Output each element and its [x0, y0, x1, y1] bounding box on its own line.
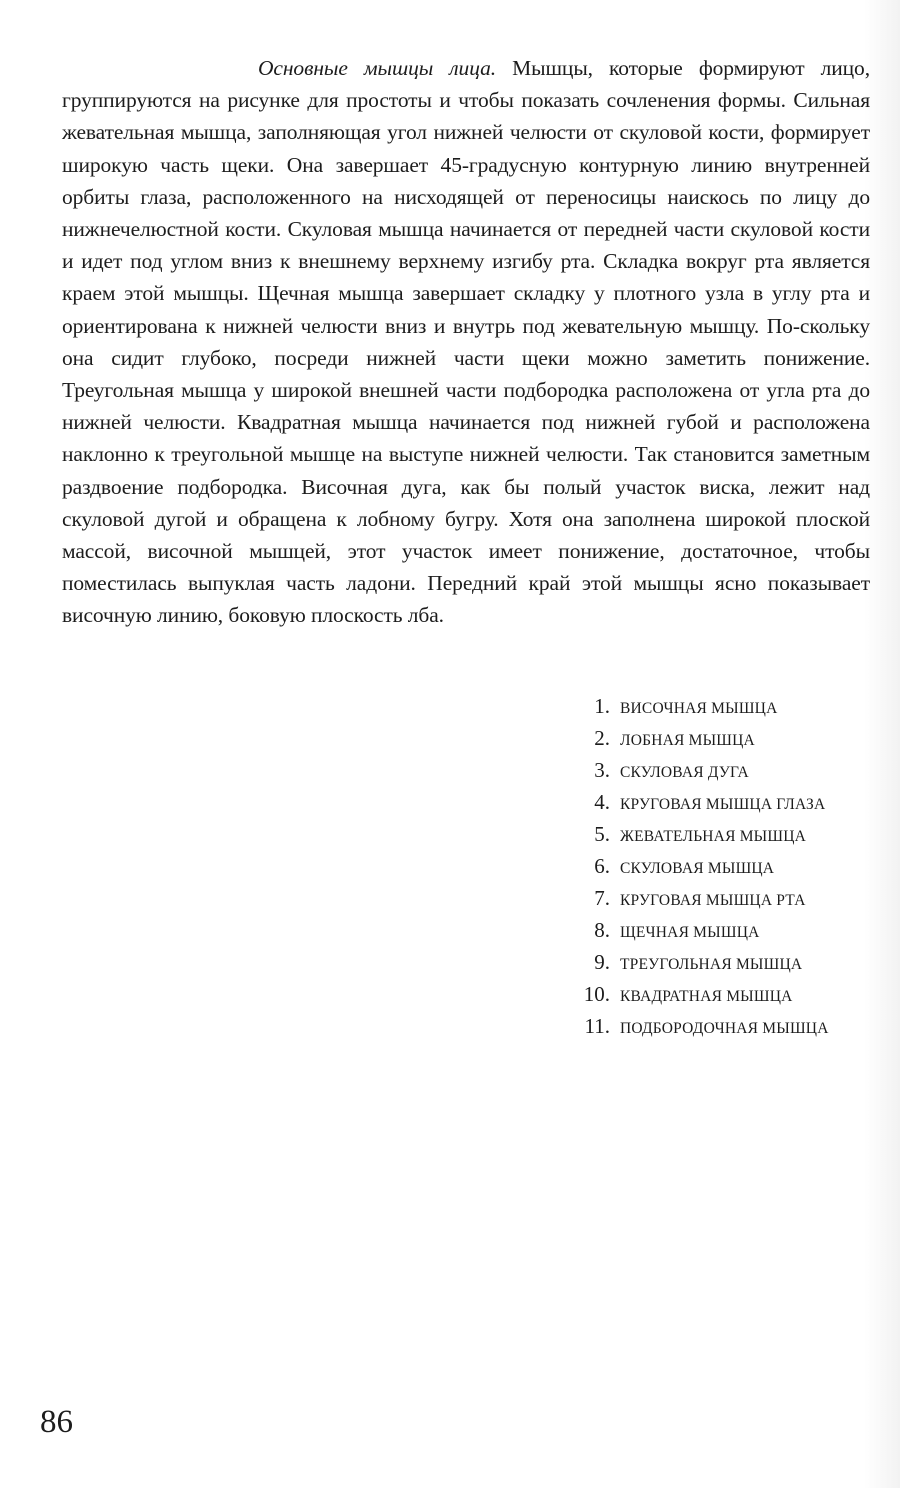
- legend-label: КВАДРАТНАЯ МЫШЦА: [620, 988, 793, 1005]
- legend-number: 9.: [594, 950, 610, 974]
- legend-item: [578, 1010, 868, 1042]
- muscle-legend: [578, 690, 868, 1042]
- legend-label: ЖЕВАТЕЛЬНАЯ МЫШЦА: [620, 828, 807, 845]
- legend-number: 1.: [594, 694, 610, 718]
- legend-label: ПОДБОРОДОЧНАЯ МЫШЦА: [620, 1020, 829, 1037]
- legend-label: СКУЛОВАЯ ДУГА: [620, 764, 749, 781]
- legend-number: 10.: [583, 982, 610, 1006]
- legend-item: [578, 978, 868, 1010]
- legend-number: 3.: [594, 758, 610, 782]
- legend-label: ЩЕЧНАЯ МЫШЦА: [620, 924, 760, 941]
- page-number: 86: [40, 1404, 73, 1440]
- section-text: Мышцы, которые формируют лицо, группируются на рисунке для простоты и чтобы показать сочленения формы. Сильная жевательная мышца, заполняющая угол нижней челюсти от скуловой кости, формирует широкую часть щеки. Она завершает 45-градусную контурную линию внутренней орбиты глаза, расположенного на нисходящей от переносицы наискось по лицу до нижнечелюстной кости. Скуловая мышца начинается от передней части скуловой кости и идет под углом вниз к внешнему верхнему изгибу рта. Складка вокруг рта является краем этой мышцы. Щечная мышца завершает складку у плотного узла в углу рта и ориентирована к нижней челюсти вниз и внутрь под жевательную мышцу. По-скольку она сидит глубоко, посреди нижней части щеки можно заметить понижение. Треугольная мышца у широкой внешней части подбородка расположена от угла рта до нижней челюсти. Квадратная мышца начинается под нижней губой и расположена наклонно к треугольной мышце на выступе нижней челюсти. Так становится заметным раздвоение подбородка. Височная дуга, как бы полый участок виска, лежит над скуловой дугой и обращена к лобному бугру. Хотя она заполнена широкой плоской массой, височной мышцей, этот участок имеет понижение, достаточное, чтобы поместилась выпуклая часть ладони. Передний край этой мышцы ясно показывает височную линию, боковую плоскость лба.: [62, 56, 870, 628]
- legend-item: [578, 946, 868, 978]
- body-paragraph: [62, 52, 870, 632]
- legend-label: ВИСОЧНАЯ МЫШЦА: [620, 700, 778, 717]
- legend-number: 7.: [594, 886, 610, 910]
- legend-item: [578, 786, 868, 818]
- legend-number: 6.: [594, 854, 610, 878]
- legend-item: [578, 882, 868, 914]
- legend-item: [578, 754, 868, 786]
- legend-item: [578, 690, 868, 722]
- legend-item: [578, 850, 868, 882]
- legend-number: 4.: [594, 790, 610, 814]
- legend-number: 2.: [594, 726, 610, 750]
- legend-number: 11.: [584, 1014, 610, 1038]
- legend-label: ЛОБНАЯ МЫШЦА: [620, 732, 755, 749]
- legend-item: [578, 818, 868, 850]
- legend-label: КРУГОВАЯ МЫШЦА ГЛАЗА: [620, 796, 826, 813]
- legend-number: 5.: [594, 822, 610, 846]
- legend-number: 8.: [594, 918, 610, 942]
- legend-label: КРУГОВАЯ МЫШЦА РТА: [620, 892, 806, 909]
- section-title: Основные мышцы лица.: [258, 56, 497, 80]
- legend-item: [578, 914, 868, 946]
- legend-item: [578, 722, 868, 754]
- legend-label: ТРЕУГОЛЬНАЯ МЫШЦА: [620, 956, 803, 973]
- legend-label: СКУЛОВАЯ МЫШЦА: [620, 860, 775, 877]
